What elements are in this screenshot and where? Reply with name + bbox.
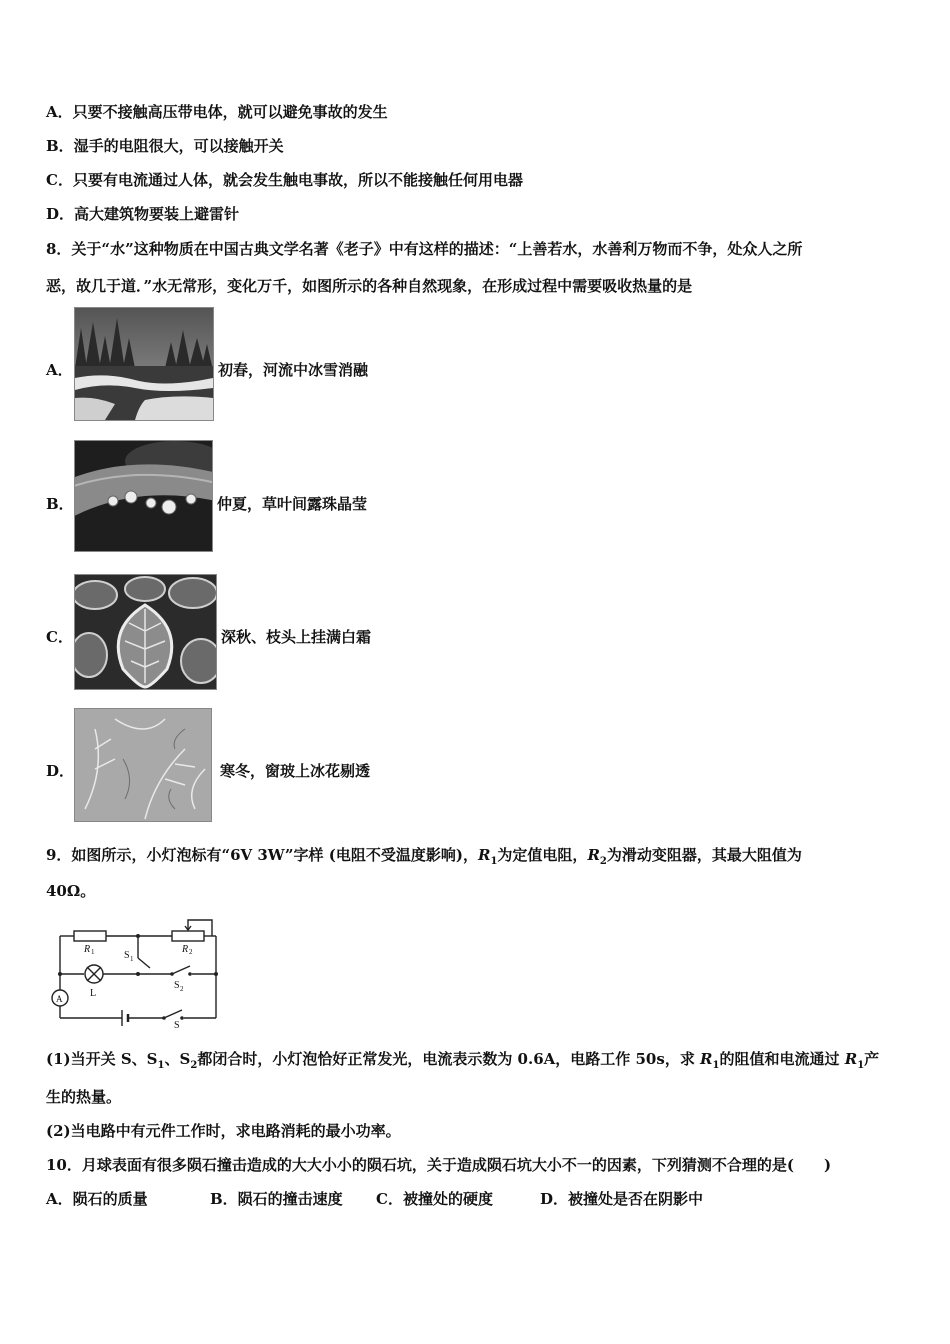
- q9-r2-subscript: 2: [599, 856, 607, 867]
- q9-stem-part-a: 9．如图所示，小灯泡标有“6V 3W”字样 (电阻不受温度影响)，: [46, 846, 478, 864]
- label-s2-sub: 2: [180, 985, 184, 993]
- q9-part1-a: (1)当开关 S、S: [46, 1050, 158, 1068]
- label-r1-sub: 1: [91, 948, 95, 956]
- q9-part1-r1b: R: [844, 1050, 858, 1068]
- q9-part1-s2-sub: 2: [190, 1060, 198, 1071]
- q7-option-a: A．只要不接触高压带电体，就可以避免事故的发生: [46, 103, 388, 121]
- q9-part1-c: 都闭合时，小灯泡恰好正常发光，电流表示数为 0.6A，电路工作 50s，求: [197, 1050, 701, 1068]
- q7-option-c: C．只要有电流通过人体，就会发生触电事故，所以不能接触任何用电器: [46, 171, 523, 189]
- q9-part1-e: 产: [864, 1050, 880, 1068]
- q9-stem-part-b: 为定值电阻，: [497, 846, 588, 864]
- label-switch: S: [174, 1020, 180, 1030]
- q8-stem-line1: 8．关于“水”这种物质在中国古典文学名著《老子》中有这样的描述：“上善若水，水善利万物而不争，处众人之所: [46, 240, 803, 258]
- q8-option-b-letter: B．: [46, 495, 74, 513]
- rheostat-r2: [172, 931, 204, 941]
- label-s1: S: [124, 950, 130, 961]
- q8-option-d-text: 寒冬，窗玻上冰花剔透: [220, 762, 371, 780]
- q10-stem: 10．月球表面有很多陨石撞击造成的大大小小的陨石坑，关于造成陨石坑大小不一的因素，下列猜测不合理的是( ): [46, 1156, 832, 1174]
- q8-option-d-letter: D．: [46, 762, 75, 780]
- q7-option-b: B．湿手的电阻很大，可以接触开关: [46, 137, 284, 155]
- q9-stem-part-c: 为滑动变阻器，其最大阻值为: [606, 846, 802, 864]
- q9-part1-d: 的阻值和电流通过: [719, 1050, 845, 1068]
- q8-stem-line2: 恶，故几于道．”水无常形，变化万千，如图所示的各种自然现象，在形成过程中需要吸收热量的是: [46, 277, 693, 295]
- circuit-diagram: [44, 916, 224, 1030]
- q8-option-a-letter: A．: [46, 361, 73, 379]
- q9-part1-line2: 生的热量。: [46, 1088, 122, 1106]
- q8-option-b-text: 仲夏，草叶间露珠晶莹: [217, 495, 368, 513]
- q8-option-c-letter: C．: [46, 628, 73, 646]
- q10-option-b: B．陨石的撞击速度: [210, 1190, 343, 1208]
- window-ice-flowers-photo: [74, 708, 212, 822]
- label-lamp: L: [90, 988, 97, 999]
- q8-option-a-text: 初春，河流中冰雪消融: [218, 361, 369, 379]
- q10-option-c: C．被撞处的硬度: [376, 1190, 493, 1208]
- resistor-r1: [74, 931, 106, 941]
- label-s2: S: [174, 980, 180, 991]
- q9-part1-line1: [46, 1049, 879, 1076]
- label-s1-sub: 1: [130, 955, 134, 963]
- q9-part1-s1-sub: 1: [157, 1060, 165, 1071]
- label-r2: R: [182, 944, 189, 955]
- frost-on-leaves-photo: [74, 574, 217, 690]
- q9-part2: (2)当电路中有元件工作时，求电路消耗的最小功率。: [46, 1122, 401, 1140]
- dewdrops-on-grass-photo: [74, 440, 213, 552]
- q7-option-d: D．高大建筑物要装上避雷针: [46, 205, 240, 223]
- q8-option-c-text: 深秋、枝头上挂满白霜: [221, 628, 372, 646]
- q9-stem-line2: 40Ω。: [46, 882, 96, 900]
- q9-part1-r1: R: [700, 1050, 713, 1068]
- river-ice-melting-photo: [74, 307, 214, 421]
- q10-option-d: D．被撞处是否在阴影中: [540, 1190, 704, 1208]
- q9-r1-subscript: 1: [490, 856, 498, 867]
- label-ammeter: A: [56, 994, 63, 1004]
- q9-part1-b: 、S: [164, 1050, 191, 1068]
- q9-part1-r1b-sub: 1: [857, 1060, 865, 1071]
- label-r1: R: [84, 944, 91, 955]
- q9-stem-line1: [46, 845, 802, 872]
- q9-r1-symbol: R: [477, 846, 491, 864]
- q10-option-a: A．陨石的质量: [46, 1190, 148, 1208]
- q9-part1-r1-sub: 1: [712, 1060, 720, 1071]
- q9-r2-symbol: R: [587, 846, 600, 864]
- label-r2-sub: 2: [189, 948, 193, 956]
